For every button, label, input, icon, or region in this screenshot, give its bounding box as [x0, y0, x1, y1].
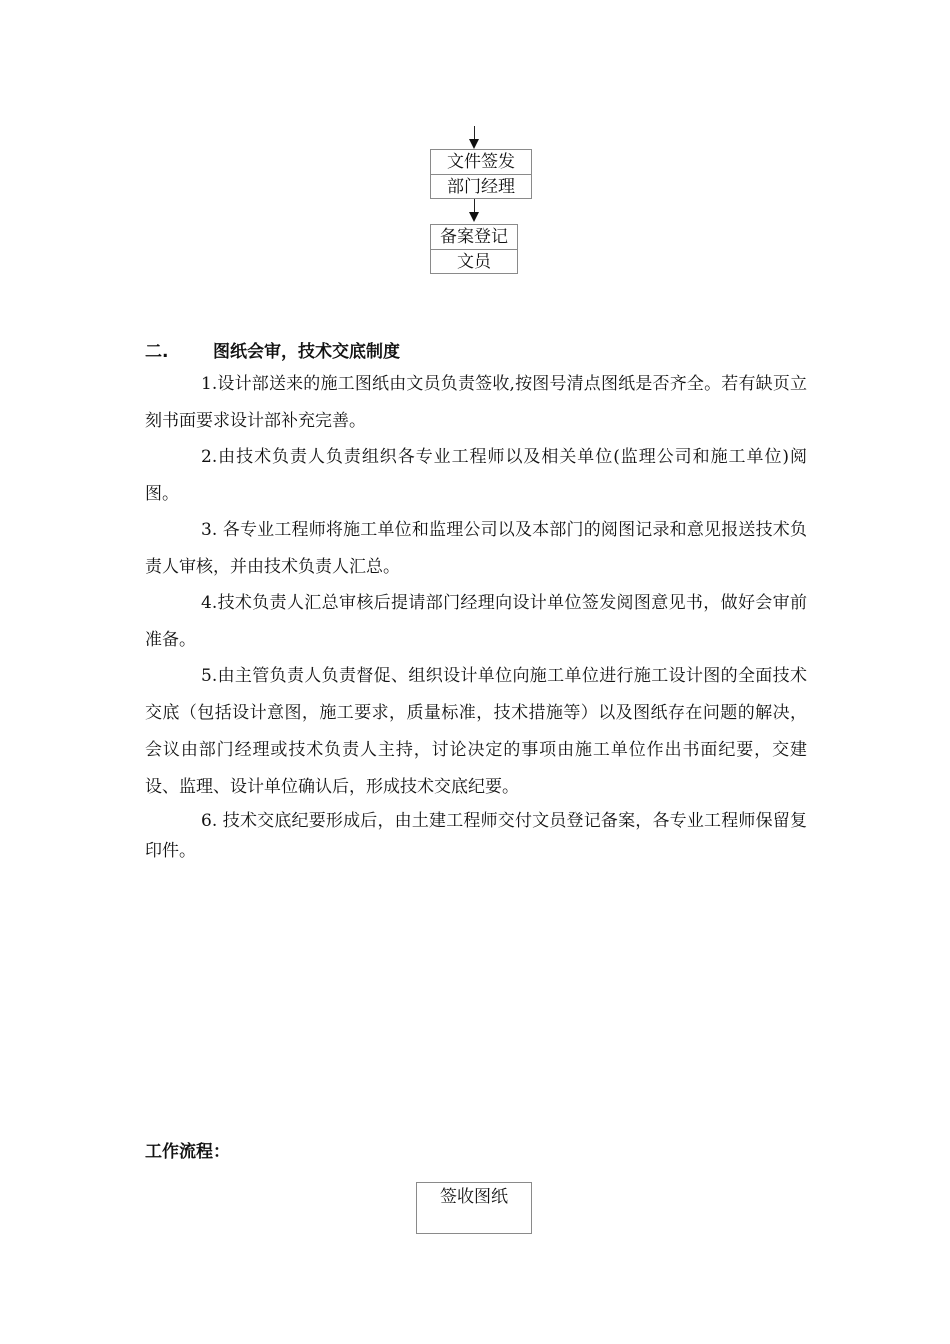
- connector-line-middle: [474, 199, 475, 213]
- paragraph-item-4: 4.技术负责人汇总审核后提请部门经理向设计单位签发阅图意见书，做好会审前准备。: [145, 593, 807, 650]
- arrow-down-icon: [469, 139, 479, 149]
- paragraph-item-3: 3. 各专业工程师将施工单位和监理公司以及本部门的阅图记录和意见报送技术负责人审核，并由技术负责人汇总。: [145, 520, 807, 577]
- section-heading: [145, 337, 400, 362]
- workflow-title: 工作流程：: [145, 1142, 230, 1162]
- flow-box-role: 部门经理: [447, 177, 515, 197]
- flow-box-receive-drawings: 签收图纸: [416, 1182, 532, 1234]
- paragraph-item-6: 6. 技术交底纪要形成后，由土建工程师交付文员登记备案，各专业工程师保留复印件。: [145, 811, 807, 861]
- section-number: 二.: [145, 342, 169, 362]
- flow-box-filing-registration: [430, 224, 518, 274]
- flow-box-title: 备案登记: [440, 227, 508, 247]
- flow-box-document-issue: [430, 149, 532, 199]
- paragraph-item-1: 1.设计部送来的施工图纸由文员负责签收,按图号清点图纸是否齐全。若有缺页立刻书面要求设计部补充完善。: [145, 374, 807, 431]
- flow-box-role: 文员: [457, 252, 491, 272]
- section-title: 图纸会审，技术交底制度: [213, 342, 400, 362]
- flow-box-title: 文件签发: [447, 152, 515, 172]
- connector-line-top: [474, 126, 475, 140]
- arrow-down-icon: [469, 212, 479, 222]
- paragraph-item-2: 2.由技术负责人负责组织各专业工程师以及相关单位(监理公司和施工单位)阅图。: [145, 447, 807, 504]
- paragraph-item-5: 5.由主管负责人负责督促、组织设计单位向施工单位进行施工设计图的全面技术交底（包括设计意图，施工要求，质量标准，技术措施等）以及图纸存在问题的解决，会议由部门经理或技术负责人主持，讨论决定的事项由施工单位作出书面纪要，交建设、监理、设计单位确认后，形成技术交底纪要。: [145, 666, 807, 797]
